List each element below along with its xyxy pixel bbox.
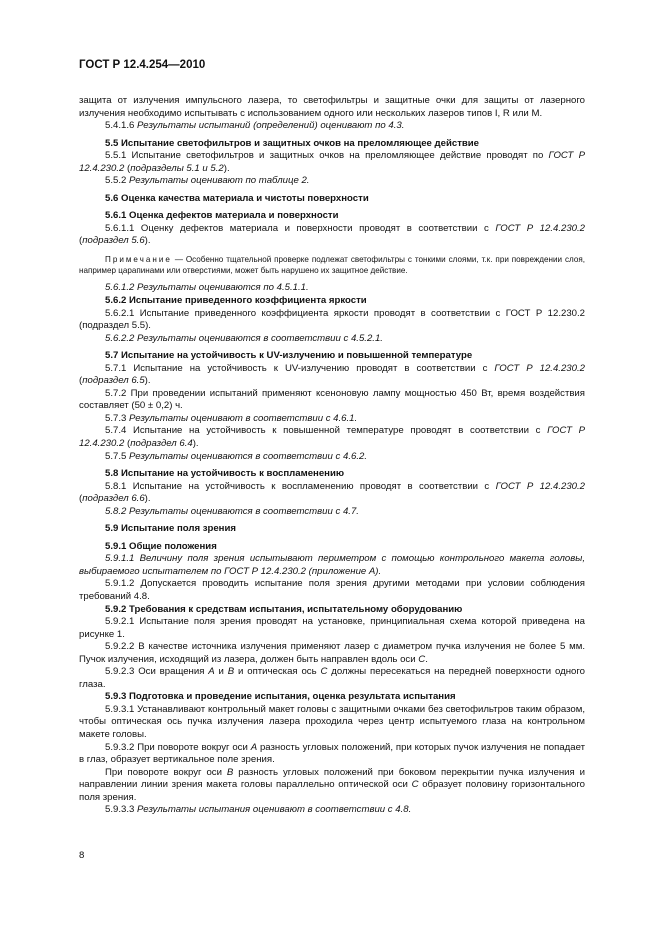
text-run: 5.6.2.2 Результаты оцениваются в соответствии с 4.5.2.1. bbox=[105, 332, 383, 344]
text-run: 5.8 Испытание на устойчивость к воспламенению bbox=[105, 468, 345, 480]
text-run: 5.7.3 bbox=[105, 412, 130, 424]
subsection-heading bbox=[79, 604, 585, 617]
text-run: ГОСТ Р 12.4.230.2 bbox=[79, 150, 585, 174]
text-run: 5.9 Испытание поля зрения bbox=[105, 523, 236, 535]
paragraph bbox=[79, 333, 585, 346]
paragraph bbox=[79, 451, 585, 464]
paragraph bbox=[79, 506, 585, 519]
section-heading bbox=[79, 193, 585, 206]
paragraph bbox=[79, 666, 585, 691]
text-run: — Особенно тщательной проверке подлежат светофильтры с тонкими слоями, т.к. при повреждении слоя, например царапинами или отверстиями, может быть нарушено их защитное действие. bbox=[79, 255, 585, 276]
text-run: защита от излучения импульсного лазера, то светофильтры и защитные очки для защиты от лазерного излучения необходимо испытывать с использованием одного или нескольких лазеров типов I, R или M. bbox=[79, 95, 585, 119]
text-run: 5.9.2.3 Оси вращения bbox=[105, 666, 209, 678]
text-run: ). bbox=[223, 162, 230, 174]
text-run: и оптическая ось bbox=[234, 666, 321, 678]
text-run: 5.9.3 Подготовка и проведение испытания, оценка результата испытания bbox=[105, 691, 456, 703]
paragraph bbox=[79, 616, 585, 641]
text-run: ). bbox=[144, 375, 151, 387]
text-run: ГОСТ Р 12.4.230.2 bbox=[495, 222, 585, 234]
text-run: и bbox=[214, 666, 228, 678]
paragraph bbox=[79, 641, 585, 666]
page-number: 8 bbox=[79, 850, 85, 861]
text-run: ). bbox=[144, 493, 151, 505]
paragraph bbox=[79, 553, 585, 578]
subsection-heading bbox=[79, 541, 585, 554]
text-run: подраздел 6.6 bbox=[82, 493, 145, 505]
text-run: Результаты оценивают в соответствии с 4.6.1. bbox=[129, 412, 358, 424]
text-run: ( bbox=[79, 375, 83, 387]
paragraph bbox=[79, 767, 585, 805]
page-header-title: ГОСТ Р 12.4.254—2010 bbox=[79, 59, 206, 71]
text-run: ( bbox=[124, 162, 131, 174]
subsection-heading bbox=[79, 210, 585, 223]
paragraph bbox=[79, 413, 585, 426]
text-run: 5.6.1 Оценка дефектов материала и поверхности bbox=[105, 210, 339, 222]
section-heading bbox=[79, 350, 585, 363]
text-run: 5.7.1 Испытание на устойчивость к UV-излучению проводят в соответствии с bbox=[105, 362, 495, 374]
text-run: Примечание bbox=[105, 255, 172, 265]
text-run: ( bbox=[79, 493, 83, 505]
text-run: 5.6.2.1 Испытание приведенного коэффициента яркости проводят в соответствии с ГОСТ Р 12.230.2 (подраздел 5.5). bbox=[79, 307, 585, 332]
paragraph bbox=[79, 704, 585, 742]
section-heading bbox=[79, 523, 585, 536]
text-run: подраздел 5.6 bbox=[82, 235, 145, 247]
text-run: 5.9.1.2 Допускается проводить испытание поля зрения другими методами при условии соблюдения требований 4.8. bbox=[79, 578, 585, 602]
text-run: 5.5.2 bbox=[105, 175, 130, 187]
text-run: ( bbox=[124, 437, 131, 449]
paragraph bbox=[79, 804, 585, 817]
text-run: 5.7.4 Испытание на устойчивость к повышенной температуре проводят в соответствии с bbox=[105, 425, 548, 437]
text-run: 5.6 Оценка качества материала и чистоты поверхности bbox=[105, 192, 369, 204]
text-run: 5.8.1 Испытание на устойчивость к воспламенению проводят в соответствии с bbox=[105, 480, 496, 492]
text-run: С bbox=[320, 666, 328, 678]
text-run: 5.9.3.1 Устанавливают контрольный макет головы с защитными очками без светофильтров таким образом, чтобы оптическая ось пучка излучения лазера проходила через центр испытуемого глаза на контрольном макете головы. bbox=[79, 703, 585, 741]
text-run: 5.7 Испытание на устойчивость к UV-излучению и повышенной температуре bbox=[105, 350, 473, 362]
text-run: Результаты испытаний (определений) оценивают по 4.3. bbox=[137, 120, 405, 132]
paragraph bbox=[79, 481, 585, 506]
text-run: разность угловых положений, при которых пучок излучения не попадает в глаз, образует вертикальное поле зрения. bbox=[79, 741, 585, 766]
text-run: А bbox=[250, 741, 258, 753]
text-run: В bbox=[226, 766, 234, 778]
text-run: ГОСТ Р 12.4.230.2 bbox=[79, 425, 585, 449]
paragraph bbox=[79, 742, 585, 767]
text-run: Результаты испытания оценивают в соответствии с 4.8. bbox=[137, 804, 412, 816]
paragraph bbox=[79, 95, 585, 120]
document-body bbox=[79, 95, 585, 817]
paragraph bbox=[79, 388, 585, 413]
text-run: А bbox=[208, 666, 215, 678]
text-run: 5.9.2.1 Испытание поля зрения проводят на установке, принципиальная схема которой приведена на рисунке 1. bbox=[79, 616, 585, 640]
paragraph bbox=[79, 150, 585, 175]
text-run: ( bbox=[79, 235, 83, 247]
text-run: 5.6.2 Испытание приведенного коэффициента яркости bbox=[105, 294, 367, 306]
section-heading bbox=[79, 138, 585, 151]
text-run: 5.9.2.2 В качестве источника излучения применяют лазер с диаметром пучка излучения не более 5 мм. Пучок излучения, исходящий из лазера, должен быть направлен вдоль оси bbox=[79, 641, 585, 665]
text-run: 5.7.5 bbox=[105, 450, 130, 462]
text-run: 5.9.3.2 При повороте вокруг оси bbox=[105, 741, 251, 753]
text-run: С bbox=[411, 779, 419, 791]
text-run: В bbox=[227, 666, 235, 678]
text-run: должны пересекаться на передней поверхности одного глаза. bbox=[79, 666, 585, 690]
text-run: подраздел 6.5 bbox=[82, 375, 145, 387]
text-run: При повороте вокруг оси bbox=[105, 766, 227, 778]
paragraph bbox=[79, 308, 585, 333]
paragraph bbox=[79, 282, 585, 295]
text-run: 5.9.3.3 bbox=[105, 804, 138, 816]
text-run: ГОСТ Р 12.4.230.2 bbox=[494, 362, 585, 374]
text-run: 5.6.1.2 Результаты оцениваются по 4.5.1.1. bbox=[105, 282, 309, 294]
text-run: ГОСТ Р 12.4.230.2 bbox=[495, 480, 585, 492]
text-run: ). bbox=[144, 235, 151, 247]
text-run: разность угловых положений при боковом перекрытии пучка излучения и направлении линии зрения макета головы параллельно оптической оси bbox=[79, 766, 586, 791]
text-run: ). bbox=[192, 437, 199, 449]
text-run: 5.8.2 Результаты оцениваются в соответствии с 4.7. bbox=[105, 505, 359, 517]
text-run: подразделы 5.1 и 5.2 bbox=[130, 162, 224, 174]
paragraph bbox=[79, 425, 585, 450]
text-run: подраздел 6.4 bbox=[130, 437, 193, 449]
paragraph bbox=[79, 120, 585, 133]
text-run: 5.6.1.1 Оценку дефектов материала и поверхности проводят в соответствии с bbox=[105, 222, 496, 234]
subsection-heading bbox=[79, 691, 585, 704]
text-run: 5.9.2 Требования к средствам испытания, испытательному оборудованию bbox=[105, 603, 463, 615]
section-heading bbox=[79, 468, 585, 481]
text-run: образует половину горизонтального поля зрения. bbox=[79, 779, 585, 803]
text-run: Результаты оценивают по таблице 2. bbox=[129, 175, 310, 187]
text-run: С bbox=[418, 653, 426, 665]
text-run: 5.5.1 Испытание светофильтров и защитных очков на преломляющее действие проводят по bbox=[105, 150, 549, 162]
text-run: . bbox=[425, 653, 428, 665]
paragraph bbox=[79, 578, 585, 603]
text-run: 5.9.1.1 Величину поля зрения испытывают периметром с помощью контрольного макета головы, выбираемого испытателем по ГОСТ Р 12.4.230.2 (приложение А). bbox=[79, 553, 585, 577]
text-run: 5.4.1.6 bbox=[105, 120, 138, 132]
text-run: Результаты оцениваются в соответствии с 4.6.2. bbox=[129, 450, 367, 462]
text-run: 5.5 Испытание светофильтров и защитных очков на преломляющее действие bbox=[105, 137, 480, 149]
text-run: 5.9.1 Общие положения bbox=[105, 540, 217, 552]
paragraph bbox=[79, 363, 585, 388]
text-run: 5.7.2 При проведении испытаний применяют ксеноновую лампу мощностью 450 Вт, время воздействия составляет (50 ± 0,2) ч. bbox=[79, 387, 585, 412]
note bbox=[79, 254, 585, 276]
paragraph bbox=[79, 175, 585, 188]
subsection-heading bbox=[79, 295, 585, 308]
paragraph bbox=[79, 223, 585, 248]
